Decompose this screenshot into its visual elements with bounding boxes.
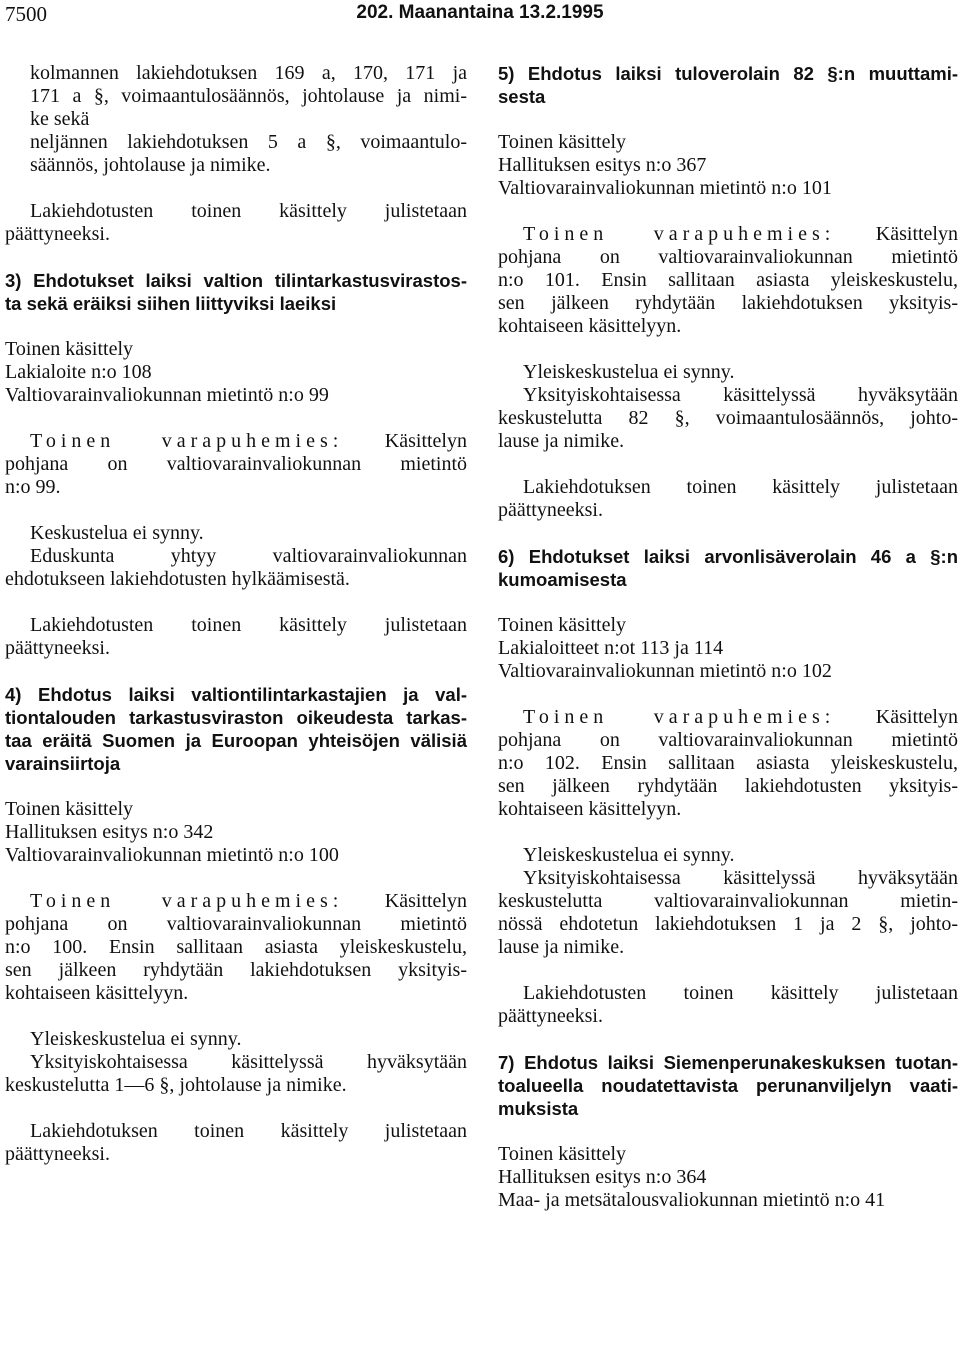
section-6-info [498, 614, 958, 683]
text-line: sen jälkeen ryhdytään lakiehdotuksen yksityis- [5, 959, 467, 981]
text-line: n:o 100. Ensin sallitaan asiasta yleiskeskustelu, [5, 936, 467, 958]
section-heading-4: 4) Ehdotus laiksi valtiontilintarkastajien ja val- tiontalouden tarkastusviraston oikeudesta tarkas- taa eräitä Suomen ja Euroopan yhteisöjen välisiä varainsiirtoja [5, 684, 467, 774]
section-7-info [498, 1143, 958, 1212]
text-line: pohjana on valtiovarainvaliokunnan mietintö [498, 246, 958, 268]
closing-paragraph [498, 476, 958, 522]
text-line: Toinen käsittely [498, 1143, 627, 1165]
text-line: Lakiehdotusten toinen käsittely julistetaan [30, 200, 467, 222]
text-line: Yksityiskohtaisessa käsittelyssä hyväksytään [523, 384, 958, 406]
closing-paragraph [5, 614, 467, 660]
text-line: pohjana on valtiovarainvaliokunnan mietintö [5, 913, 467, 935]
approval-paragraph [498, 384, 958, 453]
text-line: Toinen käsittely [5, 798, 134, 820]
text-line: kohtaiseen käsittelyyn. [498, 315, 682, 337]
text-line: Lakiehdotuksen toinen käsittely julistetaan [523, 476, 958, 498]
text-line: päättyneeksi. [5, 1143, 110, 1165]
speaker-name: Toinen varapuhemies: [523, 223, 836, 245]
text-line: Hallituksen esitys n:o 342 [5, 821, 214, 843]
discussion-note: Yleiskeskustelua ei synny. [523, 361, 735, 383]
text-line: Lakialoitteet n:ot 113 ja 114 [498, 637, 724, 659]
section-3-info [5, 338, 467, 407]
discussion-note: Keskustelua ei synny. [30, 522, 204, 544]
text-line: keskustelutta 1—6 §, johtolause ja nimike. [5, 1074, 347, 1096]
approval-paragraph [498, 867, 958, 959]
approval-paragraph [5, 1051, 467, 1097]
text-line: pohjana on valtiovarainvaliokunnan mietintö [5, 453, 467, 475]
speaker-name: Toinen varapuhemies: [523, 706, 836, 728]
text-line: nössä ehdotetun lakiehdotuksen 1 ja 2 §, johto- [498, 913, 958, 935]
text-line: pohjana on valtiovarainvaliokunnan mietintö [498, 729, 958, 751]
section-heading-6: 6) Ehdotukset laiksi arvonlisäverolain 46 a §:n kumoamisesta [498, 546, 958, 590]
text-line: Toinen käsittely [498, 131, 627, 153]
text-line: päättyneeksi. [498, 1005, 603, 1027]
text-line: keskustelutta 82 §, voimaantulosäännös, johto- [498, 407, 958, 429]
text-line: Lakiehdotusten toinen käsittely julistetaan [30, 614, 467, 636]
text-line: Valtiovarainvaliokunnan mietintö n:o 99 [5, 384, 329, 406]
text-line: säännös, johtolause ja nimike. [30, 154, 271, 176]
text-line: n:o 102. Ensin sallitaan asiasta yleiskeskustelu, [498, 752, 958, 774]
text-line: Toinen varapuhemies: Käsittelyn [30, 430, 467, 452]
text-line: Yksityiskohtaisessa käsittelyssä hyväksytään [30, 1051, 467, 1073]
intro-paragraph [5, 62, 467, 177]
discussion-note: Yleiskeskustelua ei synny. [30, 1028, 242, 1050]
text-line: Lakiehdotusten toinen käsittely julistetaan [523, 982, 958, 1004]
text-line: päättyneeksi. [5, 223, 110, 245]
text-line: n:o 99. [5, 476, 61, 498]
text-line: Lakiehdotuksen toinen käsittely julistetaan [30, 1120, 467, 1142]
speaker-name: Toinen varapuhemies: [30, 890, 344, 912]
text-line: Hallituksen esitys n:o 364 [498, 1166, 707, 1188]
text-line: sen jälkeen ryhdytään lakiehdotuksen yksityis- [498, 292, 958, 314]
text-line: ehdotukseen lakiehdotusten hylkäämisestä. [5, 568, 350, 590]
text-line: Toinen käsittely [498, 614, 627, 636]
text-line: ke sekä [30, 108, 90, 130]
text-line: lause ja nimike. [498, 936, 625, 958]
closing-paragraph [5, 1120, 467, 1166]
text-line: Toinen varapuhemies: Käsittelyn [523, 223, 958, 245]
text-line: 171 a §, voimaantulosäännös, johtolause ja nimi- [30, 85, 467, 107]
text-line: neljännen lakiehdotuksen 5 a §, voimaantulo- [30, 131, 467, 153]
text-line: Hallituksen esitys n:o 367 [498, 154, 707, 176]
text-line: Lakialoite n:o 108 [5, 361, 152, 383]
text-line: päättyneeksi. [498, 499, 603, 521]
speaker-statement [5, 890, 467, 1005]
text-line: sen jälkeen ryhdytään lakiehdotusten yksityis- [498, 775, 958, 797]
section-heading-3: 3) Ehdotukset laiksi valtion tilintarkastusvirastos- ta sekä eräiksi siihen liittyviksi laeiksi [5, 270, 467, 314]
decision-paragraph [5, 545, 467, 591]
page-number: 7500 [5, 2, 47, 26]
speaker-name: Toinen varapuhemies: [30, 430, 344, 452]
text-line: Eduskunta yhtyy valtiovarainvaliokunnan [30, 545, 467, 567]
right-column [498, 62, 958, 1212]
text-line: Toinen käsittely [5, 338, 134, 360]
speaker-statement [498, 223, 958, 338]
speaker-statement [498, 706, 958, 821]
text-line: lause ja nimike. [498, 430, 625, 452]
left-column [5, 62, 467, 1189]
page-header [5, 2, 955, 30]
text-line: Valtiovarainvaliokunnan mietintö n:o 101 [498, 177, 832, 199]
session-date: 202. Maanantaina 13.2.1995 [356, 2, 604, 23]
section-4-info [5, 798, 467, 867]
text-line: Yksityiskohtaisessa käsittelyssä hyväksytään [523, 867, 958, 889]
section-heading-5: 5) Ehdotus laiksi tuloverolain 82 §:n muuttami- sesta [498, 63, 958, 107]
text-line: Valtiovarainvaliokunnan mietintö n:o 100 [5, 844, 339, 866]
closing-paragraph [498, 982, 958, 1028]
closing-paragraph [5, 200, 467, 246]
text-line: Valtiovarainvaliokunnan mietintö n:o 102 [498, 660, 832, 682]
text-line: Toinen varapuhemies: Käsittelyn [30, 890, 467, 912]
speaker-statement [5, 430, 467, 499]
text-line: kohtaiseen käsittelyyn. [498, 798, 682, 820]
section-5-info [498, 131, 958, 200]
text-line: Maa- ja metsätalousvaliokunnan mietintö n:o 41 [498, 1189, 886, 1211]
text-line: keskustelutta valtiovarainvaliokunnan mietin- [498, 890, 958, 912]
text-line: Toinen varapuhemies: Käsittelyn [523, 706, 958, 728]
text-line: n:o 101. Ensin sallitaan asiasta yleiskeskustelu, [498, 269, 958, 291]
section-heading-7: 7) Ehdotus laiksi Siemenperunakeskuksen tuotan- toalueella noudatettavista perunanviljelyn vaati- muksista [498, 1052, 958, 1119]
text-line: kolmannen lakiehdotuksen 169 a, 170, 171 ja [30, 62, 467, 84]
discussion-note: Yleiskeskustelua ei synny. [523, 844, 735, 866]
text-line: päättyneeksi. [5, 637, 110, 659]
text-line: kohtaiseen käsittelyyn. [5, 982, 189, 1004]
